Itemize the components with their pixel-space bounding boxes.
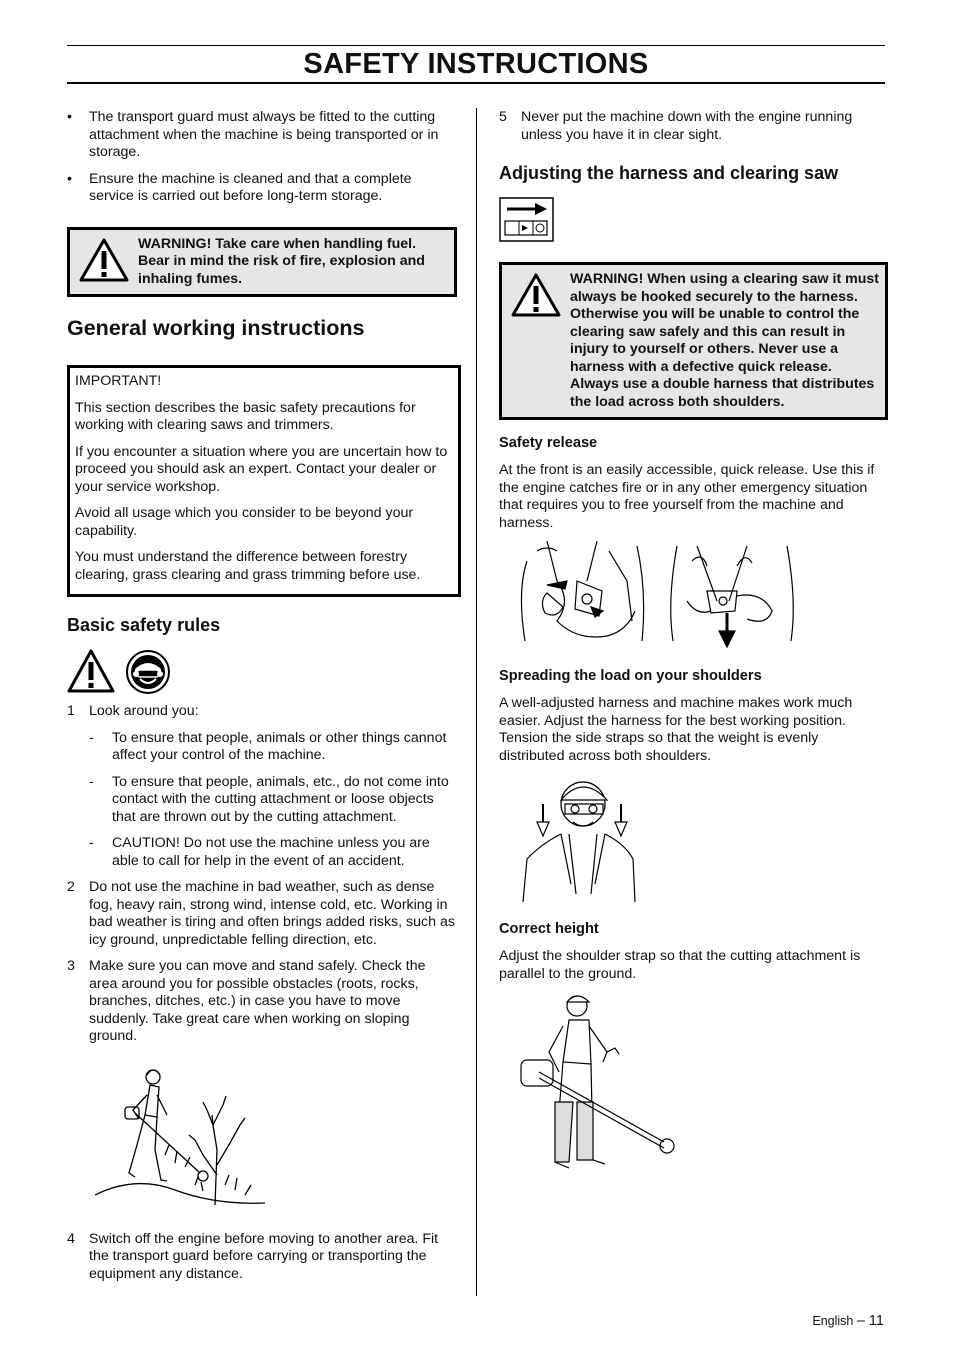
bullet-text: Ensure the machine is cleaned and that a complete service is carried out before long-term storage.	[89, 170, 412, 204]
illustration-quick-release	[517, 541, 887, 649]
paragraph: Adjust the shoulder strap so that the cutting attachment is parallel to the ground.	[499, 948, 861, 982]
fuel-warning-box	[67, 227, 457, 298]
important-paragraph: If you encounter a situation where you are uncertain how to proceed you should ask an expert. Contact your dealer or your service workshop.	[75, 443, 448, 495]
item-number: 1	[67, 703, 75, 719]
numbered-item	[67, 703, 457, 721]
page-title: SAFETY INSTRUCTIONS	[303, 48, 649, 80]
item-number: 3	[67, 958, 75, 974]
dash-mark: -	[89, 773, 94, 790]
warning-triangle-icon	[502, 265, 570, 417]
important-paragraph: This section describes the basic safety precautions for working with clearing saws and trimmers.	[75, 399, 416, 433]
sub-item	[89, 730, 457, 765]
item-number: 4	[67, 1230, 75, 1247]
dash-mark: -	[89, 729, 94, 746]
warning-triangle-icon	[70, 230, 138, 295]
adjustment-symbol-icon	[499, 197, 887, 242]
item-text: Make sure you can move and stand safely. Check the area around you for possible obstacles (roots, rocks, branches, ditches, etc.) in case you have to move suddenly. Take great care when working on sloping ground.	[89, 958, 426, 1044]
subsection-heading: Spreading the load on your shoulders	[499, 668, 762, 684]
warning-triangle-icon	[67, 649, 115, 695]
numbered-item	[67, 879, 457, 949]
page-header	[67, 45, 885, 84]
paragraph: A well-adjusted harness and machine makes work much easier. Adjust the harness for the best working position. Tension the side straps so that the weight is evenly distributed across both shoulders.	[499, 695, 853, 764]
item-text: Never put the machine down with the engine running unless you have it in clear sight.	[521, 109, 853, 143]
illustration-correct-height	[519, 992, 887, 1176]
sub-item	[89, 774, 457, 827]
numbered-item	[67, 958, 457, 1046]
item-text: Switch off the engine before moving to another area. Fit the transport guard before carrying or transporting the equipment any distance.	[89, 1230, 439, 1282]
illustration-shoulder-load	[521, 774, 887, 902]
right-column	[499, 109, 887, 1176]
column-divider	[476, 108, 477, 1296]
footer-language: English	[812, 1314, 854, 1328]
subsection-heading: Safety release	[499, 435, 598, 451]
numbered-item	[67, 1231, 457, 1284]
important-paragraph: Avoid all usage which you consider to be beyond your capability.	[75, 505, 414, 539]
sub-item-text: CAUTION! Do not use the machine unless you are able to call for help in the event of an accident.	[112, 835, 430, 869]
subsection-heading: Basic safety rules	[67, 615, 221, 635]
numbered-item	[499, 109, 887, 144]
important-label: IMPORTANT!	[75, 373, 162, 389]
harness-warning-box	[499, 262, 888, 420]
item-text: Do not use the machine in bad weather, such as dense fog, heavy rain, strong wind, intense cold, etc. Working in bad weather is tiring and often brings added risks, such as icy ground, unpredictable felling direction, etc.	[89, 879, 455, 948]
bullet-mark: •	[67, 170, 72, 187]
list-item	[67, 109, 457, 162]
sub-item-text: To ensure that people, animals or other things cannot affect your control of the machine.	[112, 729, 447, 763]
subsection-heading: Adjusting the harness and clearing saw	[499, 163, 839, 183]
subsection-heading: Correct height	[499, 921, 599, 937]
item-text: Look around you:	[89, 703, 199, 719]
protective-equipment-icon	[125, 649, 171, 695]
page-footer	[812, 1313, 884, 1331]
list-item	[67, 171, 457, 206]
left-column	[67, 109, 457, 1292]
harness-warning-text: WARNING! When using a clearing saw it must always be hooked securely to the harness. Otherwise you will be unable to control the clearing saw safely and this can result in injury to yourself or others. Never use a harness with a defective quick release. Always use a double harness that distributes the load across both shoulders.	[570, 271, 880, 410]
item-number: 5	[499, 109, 507, 125]
paragraph: At the front is an easily accessible, quick release. Use this if the engine catches fire or in any other emergency situation that requires you to free yourself from the machine and harness.	[499, 462, 875, 531]
dash-mark: -	[89, 835, 94, 851]
bullet-mark: •	[67, 109, 72, 125]
page-number: – 11	[856, 1313, 884, 1329]
sub-item	[89, 835, 457, 870]
section-heading: General working instructions	[67, 316, 365, 340]
fuel-warning-text: WARNING! Take care when handling fuel. Bear in mind the risk of fire, explosion and inhaling fumes.	[138, 235, 425, 287]
item-number: 2	[67, 879, 75, 895]
bullet-text: The transport guard must always be fitted to the cutting attachment when the machine is being transported or in storage.	[89, 109, 439, 160]
important-paragraph: You must understand the difference between forestry clearing, grass clearing and grass trimming before use.	[75, 549, 421, 583]
sub-item-text: To ensure that people, animals, etc., do not come into contact with the cutting attachment or loose objects that are thrown out by the cutting attachment.	[112, 773, 449, 825]
illustration-operator-on-slope	[95, 1055, 457, 1211]
important-box	[67, 365, 461, 597]
safety-icons	[67, 649, 457, 695]
